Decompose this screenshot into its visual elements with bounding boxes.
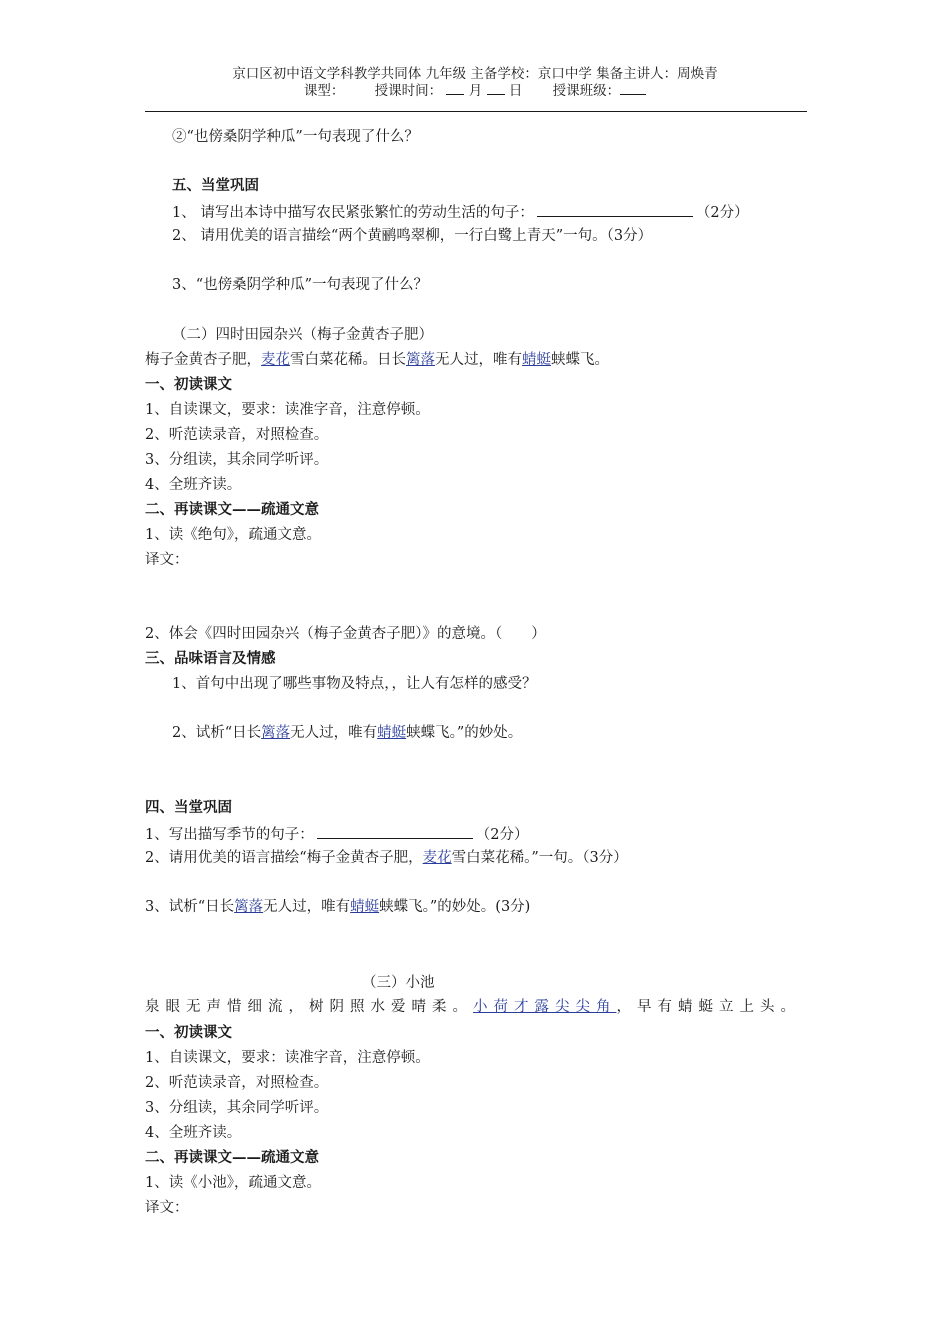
- section-2-heading: 二、再读课文——疏通文意: [145, 501, 319, 518]
- teach-time-label: 授课时间：: [374, 83, 443, 99]
- word-link[interactable]: 蜻蜓: [350, 899, 380, 915]
- poem-text: ，早有蜻蜓立上头。: [616, 999, 801, 1015]
- poem-text: 蛱蝶飞。: [551, 352, 609, 368]
- question-text: 2、请用优美的语言描绘“梅子金黄杏子肥，: [145, 850, 423, 866]
- word-link[interactable]: 蜻蜓: [377, 725, 407, 741]
- poem-text: 泉眼无声惜细流，树阴照水爱晴柔。: [145, 999, 473, 1015]
- question-text: 无人过，唯有: [263, 899, 351, 915]
- answer-blank[interactable]: [537, 202, 693, 217]
- question-text: 2、试析“日长: [172, 725, 262, 741]
- header-line-1: 京口区初中语文学科教学共同体 九年级 主备学校：京口中学 集备主讲人：周焕青: [232, 66, 718, 82]
- section-4-heading: 四、当堂巩固: [145, 799, 232, 816]
- word-link[interactable]: 麦花: [261, 352, 290, 368]
- section-3-heading: 三、品味语言及情感: [145, 650, 276, 667]
- section-5-heading: 五、当堂巩固: [172, 177, 259, 194]
- answer-blank[interactable]: [317, 824, 473, 839]
- poem-3-text: [145, 998, 801, 1016]
- consolidate-season: [145, 824, 528, 844]
- poem-2-title: （二）四时田园杂兴（梅子金黄杏子肥）: [172, 327, 433, 343]
- section-1-heading: 一、初读课文: [145, 376, 232, 393]
- word-link[interactable]: 麦花: [422, 850, 452, 866]
- read-step-3: 3、分组读，其余同学听评。: [145, 452, 329, 468]
- word-link[interactable]: 篱落: [234, 899, 264, 915]
- header-line-2: [0, 82, 950, 99]
- consolidate-1-score: （2分）: [695, 205, 749, 221]
- read-step-1: 1、自读课文，要求：读准字音，注意停顿。: [145, 402, 430, 418]
- word-link[interactable]: 篱落: [406, 352, 435, 368]
- consolidate-2: 2、 请用优美的语言描绘“两个黄鹂鸣翠柳，一行白鹭上青天”一句。（3分）: [172, 228, 653, 244]
- translation-label: 译文：: [145, 552, 189, 568]
- score: （2分）: [475, 827, 529, 843]
- consolidate-1: [172, 202, 749, 222]
- translation-label: 译文：: [145, 1200, 189, 1216]
- read-step-3: 3、分组读，其余同学听评。: [145, 1100, 329, 1116]
- poem-3-title: （三）小池: [362, 975, 435, 991]
- day-label: 日: [508, 83, 523, 99]
- word-link[interactable]: 篱落: [261, 725, 291, 741]
- question-text: 蛱蝶飞。”的妙处。(3分): [379, 899, 531, 915]
- consolidate-analyze: [145, 898, 530, 916]
- phrase-link[interactable]: 小荷才露尖尖角: [473, 999, 617, 1015]
- question-2: ②“也傍桑阴学种瓜”一句表现了什么？: [172, 129, 419, 145]
- question-text: 3、试析“日长: [145, 899, 235, 915]
- month-label: 月: [468, 83, 483, 99]
- header-rule: [145, 111, 807, 112]
- read-step-4: 4、全班齐读。: [145, 477, 242, 493]
- day-blank: [487, 82, 505, 95]
- read-step-2: 2、听范读录音，对照检查。: [145, 1075, 329, 1091]
- question-text: 蛱蝶飞。”的妙处。: [406, 725, 523, 741]
- poem-text: 梅子金黄杏子肥，: [145, 352, 261, 368]
- read-step-2: 2、听范读录音，对照检查。: [145, 427, 329, 443]
- class-label: 授课班级：: [552, 83, 621, 99]
- consolidate-describe: [145, 849, 628, 867]
- read-step-4: 4、全班齐读。: [145, 1125, 242, 1141]
- section-1-heading: 一、初读课文: [145, 1024, 232, 1041]
- question-text: 1、写出描写季节的句子：: [145, 827, 314, 843]
- question-text: 雪白菜花稀。”一句。（3分）: [451, 850, 628, 866]
- consolidate-3: 3、“也傍桑阴学种瓜”一句表现了什么？: [172, 277, 429, 293]
- read-step-1: 1、自读课文，要求：读准字音，注意停顿。: [145, 1050, 430, 1066]
- poem-text: 雪白菜花稀。日长: [290, 352, 406, 368]
- question-text: 无人过，唯有: [290, 725, 378, 741]
- consolidate-1-text: 1、 请写出本诗中描写农民紧张繁忙的劳动生活的句子：: [172, 205, 534, 221]
- analysis-question-1: 1、首句中出现了哪些事物及特点，，让人有怎样的感受？: [172, 676, 537, 692]
- class-blank: [620, 82, 646, 95]
- translate-task: 1、读《小池》，疏通文意。: [145, 1175, 321, 1191]
- translate-task: 1、读《绝句》，疏通文意。: [145, 527, 321, 543]
- mood-task: 2、体会《四时田园杂兴（梅子金黄杏子肥）》的意境。（ ）: [145, 626, 546, 642]
- poem-text: 无人过，唯有: [435, 352, 522, 368]
- lesson-type-label: 课型：: [303, 83, 345, 99]
- poem-2-text: [145, 351, 609, 369]
- month-blank: [446, 82, 464, 95]
- analysis-question-2: [172, 724, 522, 742]
- section-2-heading: 二、再读课文——疏通文意: [145, 1149, 319, 1166]
- word-link[interactable]: 蜻蜓: [522, 352, 551, 368]
